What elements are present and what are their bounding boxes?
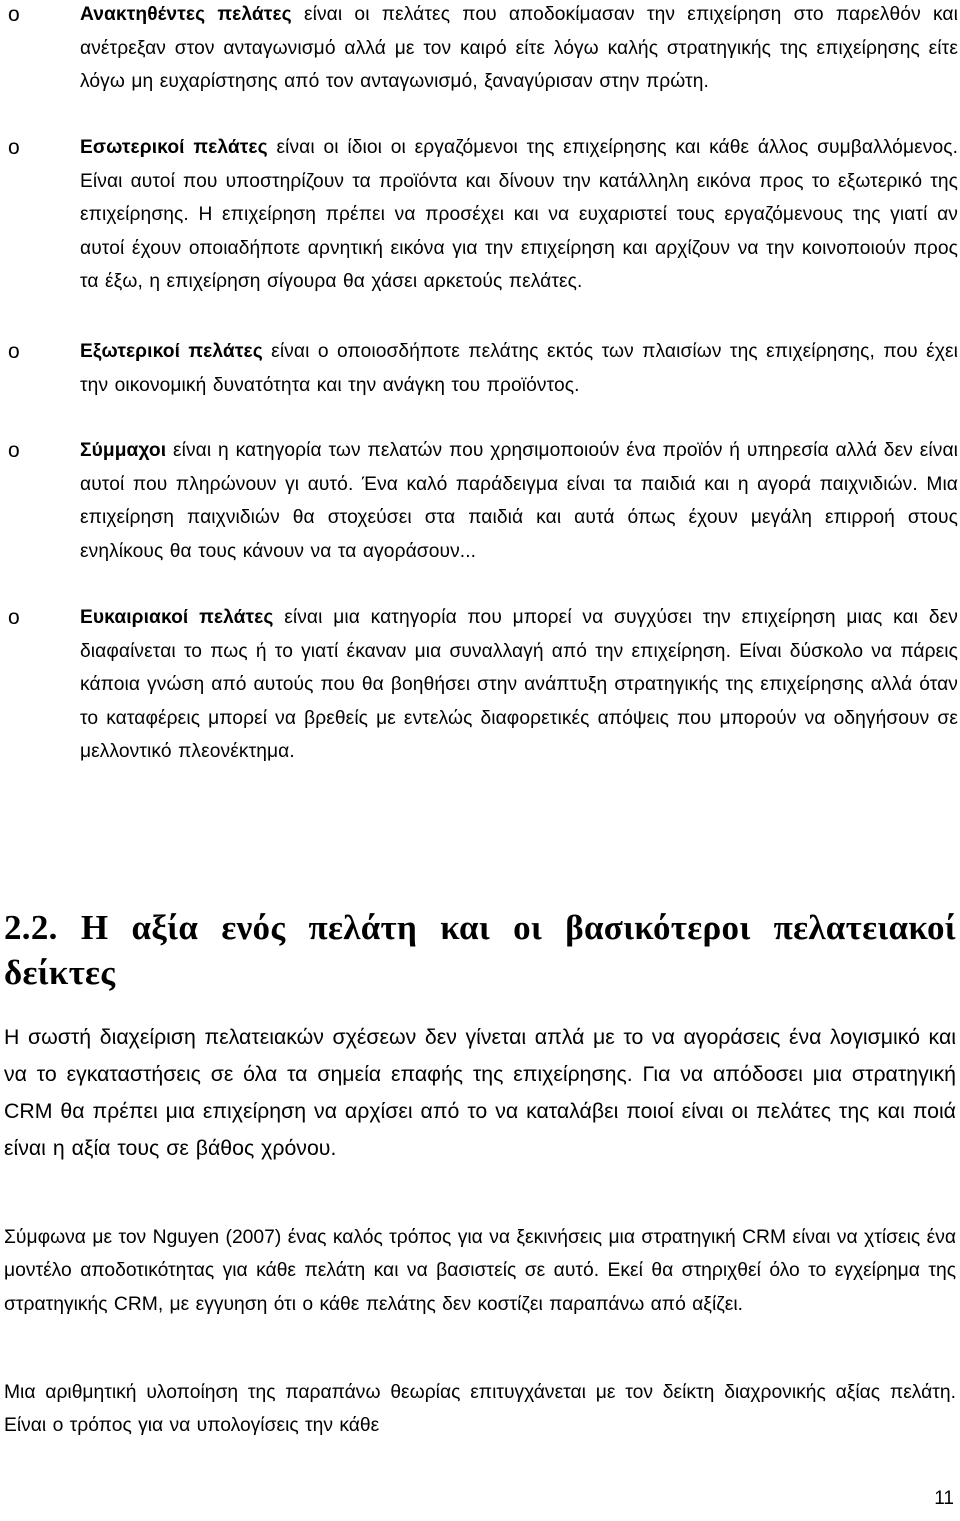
list-item-text (80, 601, 958, 769)
bullet-marker: o (8, 439, 20, 462)
list-item-text (80, 335, 958, 402)
bullet-marker: o (8, 3, 20, 26)
list-item-external-customers (0, 335, 960, 402)
list-item-description: είναι ο οποιοσδήποτε πελάτης εκτός των πλαισίων της επιχείρησης, που έχει την οικονομική δυνατότητα και την ανάγκη του προϊόντος. (80, 341, 959, 396)
list-item-term: Ευκαιριακοί πελάτες (80, 607, 274, 628)
list-item-recovered-customers (0, 0, 960, 99)
body-paragraph: Η σωστή διαχείριση πελατειακών σχέσεων δεν γίνεται απλά με το να αγοράσεις ένα λογισμικό και να το εγκαταστήσεις σε όλα τα σημεία επαφής της επιχείρησης. Για να απόδοσει μια στρατηγική CRM θα πρέπει μια επιχείρηση να αρχίσει από το να καταλάβει ποιοί είναι οι πελάτες της και ποιά είναι η αξία τους σε βάθος χρόνου. (4, 1025, 956, 1160)
list-item-description: είναι οι ίδιοι οι εργαζόμενοι της επιχείρησης και κάθε άλλος συμβαλλόμενος. Είναι αυτοί που υποστηρίζουν τα προϊόντα και δίνουν την κατάλληλη εικόνα προς το εξωτερικό της επιχείρησης. Η επιχείρηση πρέπει να προσέχει και να ευχαριστεί τους εργαζόμενους της γιατί αν αυτοί έχουν οποιαδήποτε αρνητική εικόνα για την επιχείρηση και αρχίζουν να την κοινοποιούν προς τα έξω, η επιχείρηση σίγουρα θα χάσει αρκετούς πελάτες. (80, 137, 959, 293)
bullet-marker: o (8, 340, 20, 363)
list-item-description: είναι η κατηγορία των πελατών που χρησιμοποιούν ένα προϊόν ή υπηρεσία αλλά δεν είναι αυτοί που πληρώνουν γι αυτό. Ένα καλό παράδειγμα είναι τα παιδιά και η αγορά παιχνιδιών. Μια επιχείρηση παιχνιδιών θα στοχεύσει στα παιδιά και αυτά όπως έχουν μεγάλη επιρροή στους ενηλίκους θα τους κάνουν να τα αγοράσουν... (80, 440, 958, 562)
page-number: 11 (934, 1488, 954, 1509)
list-item-text (80, 131, 958, 299)
body-paragraph: Σύμφωνα με τον Nguyen (2007) ένας καλός τρόπος για να ξεκινήσεις μια στρατηγική CRM είναι να χτίσεις ένα μοντέλο αποδοτικότητας για κάθε πελάτη και να βασιστείς σε αυτό. Εκεί θα στηριχθεί όλο το εγχείρημα της στρατηγικής CRM, με εγγυηση ότι ο κάθε πελάτης δεν κοστίζει παραπάνω από αξίζει. (4, 1227, 956, 1315)
list-item-term: Ανακτηθέντες πελάτες (80, 4, 292, 25)
list-item-occasional-customers (0, 601, 960, 769)
list-item-text (80, 0, 958, 99)
list-item-description: είναι οι πελάτες που αποδοκίμασαν την επιχείρηση στο παρελθόν και ανέτρεξαν στον ανταγωνισμό αλλά με τον καιρό είτε λόγω καλής στρατηγικής της επιχείρησης είτε λόγω μη ευχαρίστησης από τον ανταγωνισμό, ξαναγύρισαν στην πρώτη. (80, 4, 958, 93)
section-heading: 2.2. Η αξία ενός πελάτη και οι βασικότεροι πελατειακοί δείκτες (4, 908, 956, 992)
list-item-term: Σύμμαχοι (80, 440, 167, 461)
bullet-marker: o (8, 606, 20, 629)
list-item-term: Εξωτερικοί πελάτες (80, 341, 263, 362)
list-item-internal-customers (0, 131, 960, 299)
body-paragraph: Μια αριθμητική υλοποίηση της παραπάνω θεωρίας επιτυγχάνεται με τον δείκτη διαχρονικής αξίας πελάτη. Είναι ο τρόπος για να υπολογίσεις την κάθε (4, 1382, 956, 1437)
bullet-marker: o (8, 136, 20, 159)
list-item-allies (0, 434, 960, 568)
list-item-text (80, 434, 958, 568)
list-item-term: Εσωτερικοί πελάτες (80, 137, 268, 158)
list-item-description: είναι μια κατηγορία που μπορεί να συγχύσει την επιχείρηση μιας και δεν διαφαίνεται το πως ή το γιατί έκαναν μια συναλλαγή από την επιχείρηση. Είναι δύσκολο να πάρεις κάποια γνώση από αυτούς που θα βοηθήσει στην ανάπτυξη στρατηγικής της επιχείρησης αλλά όταν το καταφέρεις μπορεί να βρεθείς με εντελώς διαφορετικές απόψεις που μπορούν να οδηγήσουν σε μελλοντικό πλεονέκτημα. (80, 607, 958, 763)
